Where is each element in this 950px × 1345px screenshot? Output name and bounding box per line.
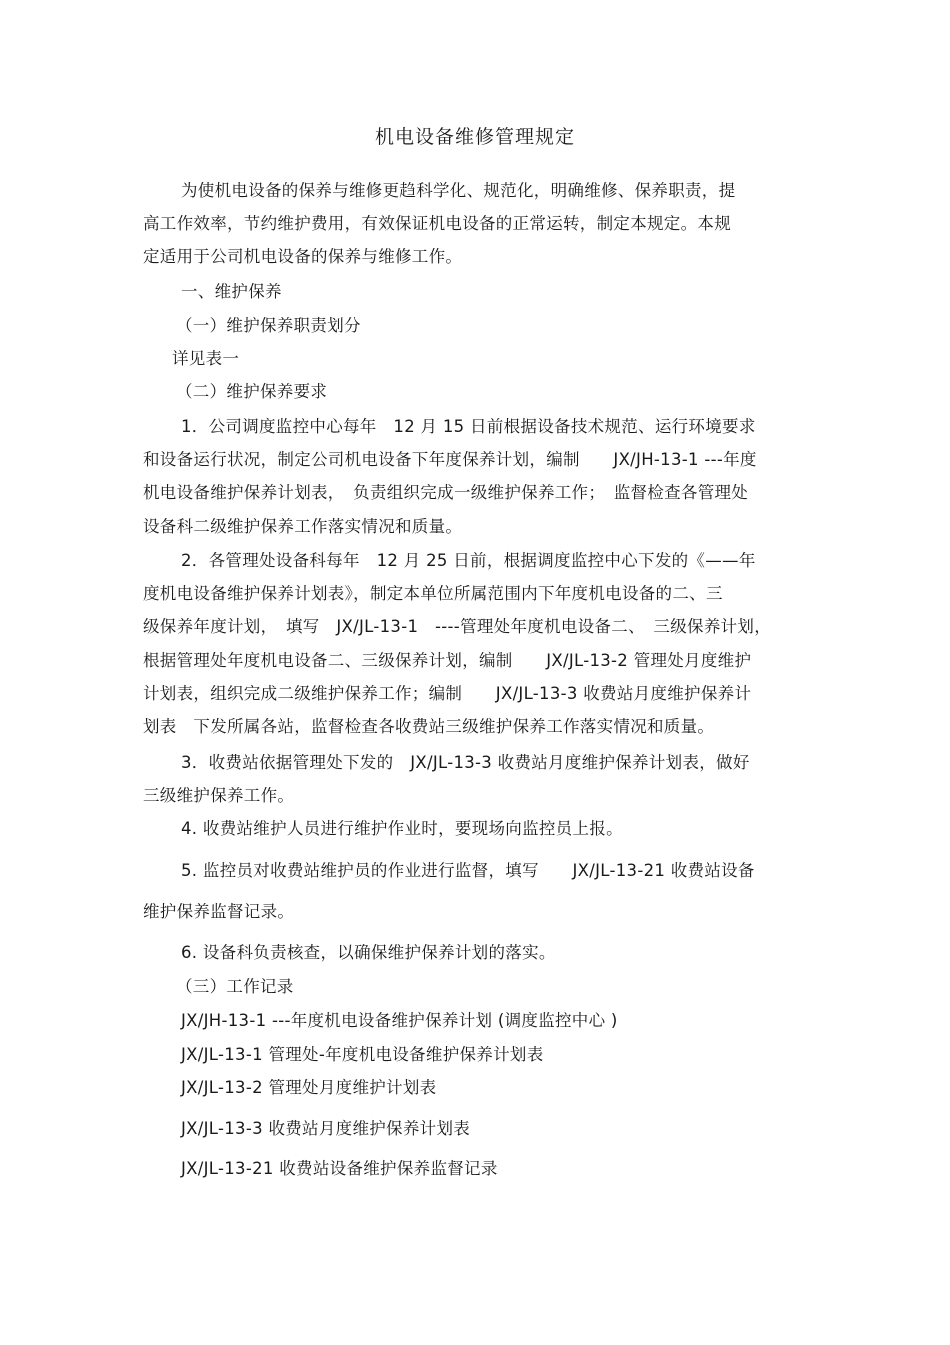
body-line: 计划表，组织完成二级维护保养工作；编制 JX/JL-13-3 收费站月度维护保养计	[143, 684, 752, 703]
subsection-heading: （一）维护保养职责划分	[176, 316, 361, 335]
subsection-heading: （三）工作记录	[176, 977, 294, 996]
body-line: 度机电设备维护保养计划表》，制定本单位所属范围内下年度机电设备的二、三	[143, 584, 723, 603]
body-line: 根据管理处年度机电设备二、三级保养计划，编制 JX/JL-13-2 管理处月度维护	[143, 651, 752, 670]
body-line: 1．公司调度监控中心每年 12 月 15 日前根据设备技术规范、运行环境要求	[181, 417, 756, 436]
body-line: 6. 设备科负责核查，以确保维护保养计划的落实。	[181, 943, 556, 962]
body-line: 3．收费站依据管理处下发的 JX/JL-13-3 收费站月度维护保养计划表，做好	[181, 753, 750, 772]
body-line: 机电设备维护保养计划表， 负责组织完成一级维护保养工作； 监督检查各管理处	[143, 483, 749, 502]
body-line: 维护保养监督记录。	[143, 902, 295, 921]
body-line: 详见表一	[172, 349, 240, 368]
body-line: 5. 监控员对收费站维护员的作业进行监督，填写 JX/JL-13-21 收费站设备	[181, 861, 755, 880]
body-line: 和设备运行状况，制定公司机电设备下年度保养计划，编制 JX/JH-13-1 ---年度	[143, 450, 757, 469]
record-item: JX/JL-13-1 管理处-年度机电设备维护保养计划表	[181, 1045, 544, 1064]
subsection-heading: （二）维护保养要求	[176, 382, 328, 401]
record-item: JX/JL-13-2 管理处月度维护计划表	[181, 1078, 437, 1097]
body-line: 划表 下发所属各站，监督检查各收费站三级维护保养工作落实情况和质量。	[143, 717, 715, 736]
section-heading: 一、维护保养	[181, 282, 282, 301]
record-item: JX/JL-13-21 收费站设备维护保养监督记录	[181, 1159, 498, 1178]
body-line: 设备科二级维护保养工作落实情况和质量。	[143, 517, 463, 536]
body-line: 2．各管理处设备科每年 12 月 25 日前，根据调度监控中心下发的《——年	[181, 551, 756, 570]
body-line: 4. 收费站维护人员进行维护作业时，要现场向监控员上报。	[181, 819, 623, 838]
body-line: 三级维护保养工作。	[143, 786, 295, 805]
document-title: 机电设备维修管理规定	[374, 126, 575, 148]
record-item: JX/JL-13-3 收费站月度维护保养计划表	[181, 1119, 471, 1138]
record-item: JX/JH-13-1 ---年度机电设备维护保养计划 (调度监控中心 )	[181, 1011, 618, 1030]
body-line: 级保养年度计划， 填写 JX/JL-13-1 ----管理处年度机电设备二、 三级保养计划，	[143, 617, 772, 636]
body-line: 为使机电设备的保养与维修更趋科学化、规范化，明确维修、保养职责，提	[181, 181, 736, 200]
body-line: 定适用于公司机电设备的保养与维修工作。	[143, 247, 463, 266]
body-line: 高工作效率，节约维护费用，有效保证机电设备的正常运转，制定本规定。本规	[143, 214, 731, 233]
